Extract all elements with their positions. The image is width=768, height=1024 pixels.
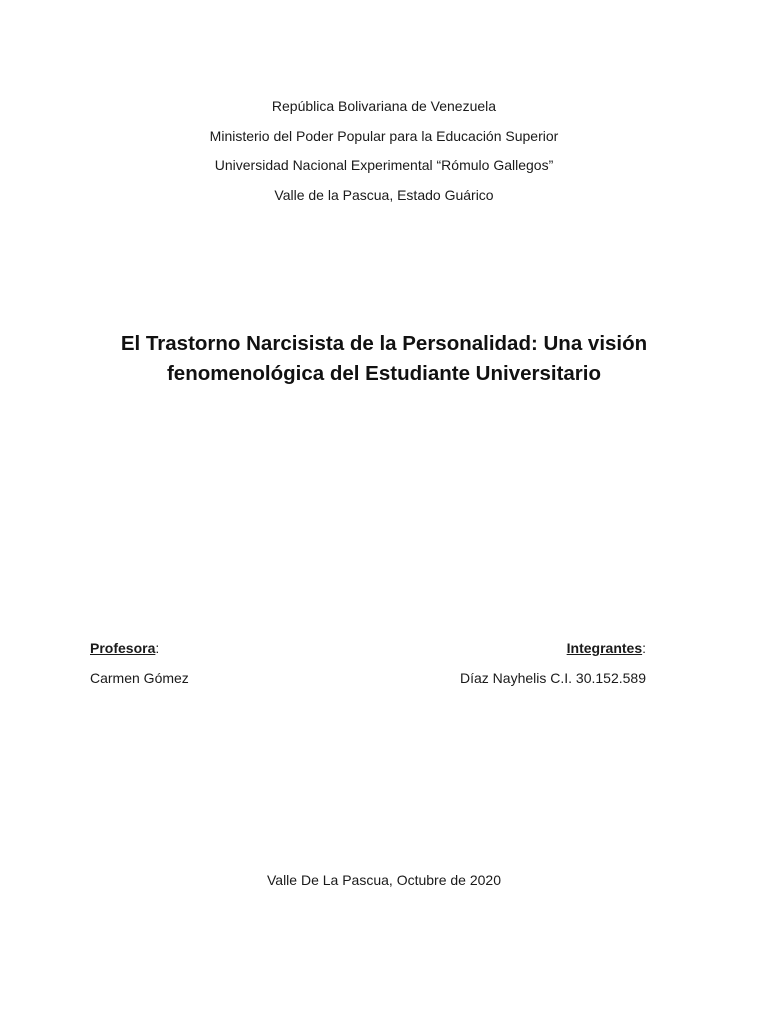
members-label-row [460, 633, 646, 663]
teacher-label-colon: : [155, 640, 160, 656]
member-item: Díaz Nayhelis C.I. 30.152.589 [460, 670, 646, 686]
members-label: Integrantes [566, 640, 643, 656]
header-line-location: Valle de la Pascua, Estado Guárico [274, 186, 494, 203]
document-title [60, 329, 708, 389]
title-line-1: El Trastorno Narcisista de la Personalidad: Una visión [120, 332, 648, 355]
header-line-university: Universidad Nacional Experimental “Rómulo Gallegos” [214, 157, 554, 173]
title-line-2: fenomenológica del Estudiante Universitario [166, 362, 601, 385]
footer-place-date: Valle De La Pascua, Octubre de 2020 [266, 872, 501, 888]
members-label-colon: : [642, 640, 646, 656]
teacher-name: Carmen Gómez [90, 670, 189, 686]
teacher-block [90, 633, 189, 693]
header-line-ministry: Ministerio del Poder Popular para la Educación Superior [209, 127, 559, 144]
members-block [460, 633, 646, 693]
institution-header [0, 92, 768, 210]
teacher-label: Profesora [90, 640, 156, 656]
header-line-republic: República Bolivariana de Venezuela [271, 98, 497, 114]
teacher-label-row [90, 633, 189, 663]
